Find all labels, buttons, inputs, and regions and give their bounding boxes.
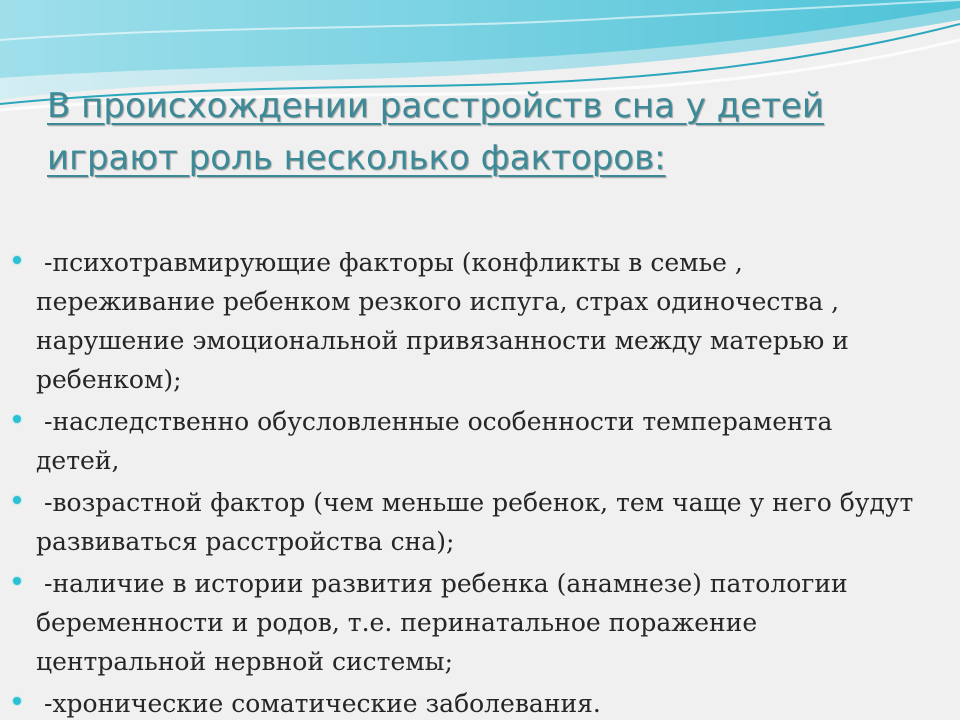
list-item-text: детей, [36, 446, 120, 475]
list-item-text: развиваться расстройства сна); [36, 527, 455, 556]
list-item-text: -наличие в истории развития ребенка (анамнезе) патологии [44, 569, 848, 598]
list-item [10, 564, 955, 681]
list-item-text: -наследственно обусловленные особенности темперамента [44, 407, 833, 436]
bullet-icon [13, 256, 21, 264]
list-item-text: нарушение эмоциональной привязанности между матерью и [36, 326, 849, 355]
list-item [10, 402, 955, 480]
list-item [10, 243, 955, 399]
bullet-icon [13, 577, 21, 585]
list-item-text: -хронические соматические заболевания. [44, 689, 601, 718]
list-item-text: -возрастной фактор (чем меньше ребенок, тем чаще у него будут [44, 488, 914, 517]
list-item-text: переживание ребенком резкого испуга, страх одиночества , [36, 287, 840, 316]
list-item-text: беременности и родов, т.е. перинатальное поражение [36, 608, 758, 637]
list-item [10, 483, 955, 561]
list-item-text: ребенком); [36, 365, 182, 394]
title-line-2: играют роль несколько факторов: [47, 138, 666, 178]
list-item [10, 684, 955, 720]
list-item-text: центральной нервной системы; [36, 647, 454, 676]
bullet-icon [13, 496, 21, 504]
list-item-text: -психотравмирующие факторы (конфликты в семье , [44, 248, 743, 277]
bullet-icon [13, 697, 21, 705]
slide-title [47, 80, 927, 184]
factors-list [10, 243, 955, 720]
title-line-1: В происхождении расстройств сна у детей [47, 86, 824, 126]
bullet-icon [13, 415, 21, 423]
